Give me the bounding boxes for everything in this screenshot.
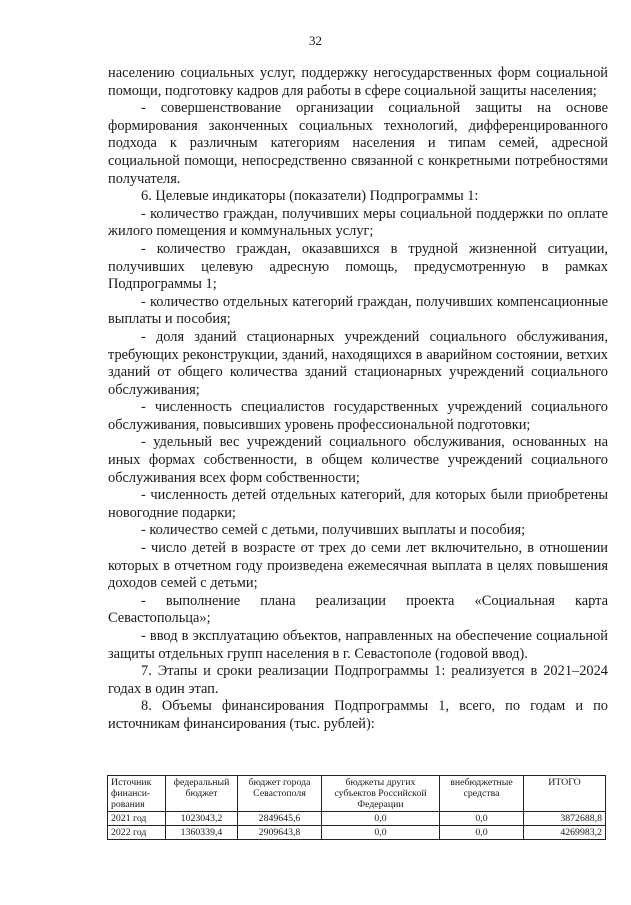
header-other-subjects: бюджеты других субъектов Российской Федерации: [322, 776, 440, 812]
cell-total: 4269983,2: [524, 826, 606, 840]
cell-federal: 1360339,4: [166, 826, 238, 840]
cell-city: 2909643,8: [238, 826, 322, 840]
cell-federal: 1023043,2: [166, 812, 238, 826]
cell-city: 2849645,6: [238, 812, 322, 826]
cell-extrabudget: 0,0: [440, 826, 524, 840]
paragraph: - количество семей с детьми, получивших выплаты и пособия;: [141, 522, 526, 539]
cell-other-subjects: 0,0: [322, 826, 440, 840]
financing-table: [107, 775, 606, 840]
paragraph: - число детей в возрасте от трех до семи лет включительно, в отношении которых в отчетном году произведена ежемесячная выплата в целях повышения доходов семей с детьми;: [108, 540, 608, 592]
paragraph: - совершенствование организации социальной защиты на основе формирования законченных социальных технологий, дифференцированного подхода к различным категориям населения и типам семей, адресной социальной помощи, непосредственно связанной с конкретными потребностями получателя.: [108, 100, 608, 187]
paragraph: - численность детей отдельных категорий, для которых были приобретены новогодние подарки;: [108, 487, 608, 521]
header-federal: федеральный бюджет: [166, 776, 238, 812]
paragraph: - удельный вес учреждений социального обслуживания, основанных на иных формах собственности, в общем количестве учреждений социального обслуживания всех форм собственности;: [108, 434, 608, 486]
paragraph: - численность специалистов государственных учреждений социального обслуживания, повысивших уровень профессиональной подготовки;: [108, 399, 608, 433]
cell-other-subjects: 0,0: [322, 812, 440, 826]
paragraph: 8. Объемы финансирования Подпрограммы 1, всего, по годам и по источникам финансирования (тыс. рублей):: [108, 698, 608, 732]
header-city: бюджет города Севастополя: [238, 776, 322, 812]
body-text: [108, 65, 608, 734]
row-year: 2021 год: [108, 812, 166, 826]
table-row: [108, 826, 606, 840]
header-source: Источник финанси-рования: [108, 776, 166, 812]
cell-total: 3872688,8: [524, 812, 606, 826]
paragraph: 7. Этапы и сроки реализации Подпрограммы 1: реализуется в 2021–2024 годах в один этап.: [108, 663, 608, 697]
paragraph: - выполнение плана реализации проекта «Социальная карта Севастопольца»;: [108, 592, 608, 627]
table-row: [108, 812, 606, 826]
paragraph: - ввод в эксплуатацию объектов, направленных на обеспечение социальной защиты отдельных групп населения в г. Севастополе (годовой ввод).: [108, 628, 608, 662]
paragraph: - количество отдельных категорий граждан, получивших компенсационные выплаты и пособия;: [108, 293, 608, 328]
paragraph: - количество граждан, получивших меры социальной поддержки по оплате жилого помещения и коммунальных услуг;: [108, 205, 608, 240]
paragraph: - количество граждан, оказавшихся в трудной жизненной ситуации, получивших целевую адресную помощь, предусмотренную в рамках Подпрограммы 1;: [108, 240, 608, 293]
paragraph: 6. Целевые индикаторы (показатели) Подпрограммы 1:: [141, 188, 479, 205]
header-extrabudget: внебюджетные средства: [440, 776, 524, 812]
header-total: ИТОГО: [524, 776, 606, 812]
paragraph: населению социальных услуг, поддержку негосударственных форм социальной помощи, подготовку кадров для работы в сфере социальной защиты населения;: [108, 65, 608, 99]
cell-extrabudget: 0,0: [440, 812, 524, 826]
page-number: 32: [309, 33, 322, 48]
row-year: 2022 год: [108, 826, 166, 840]
table-header-row: [108, 776, 606, 812]
paragraph: - доля зданий стационарных учреждений социального обслуживания, требующих реконструкции, зданий, находящихся в аварийном состоянии, ветхих зданий от общего количества зданий стационарных учреждений социального обслуживания;: [108, 328, 608, 398]
